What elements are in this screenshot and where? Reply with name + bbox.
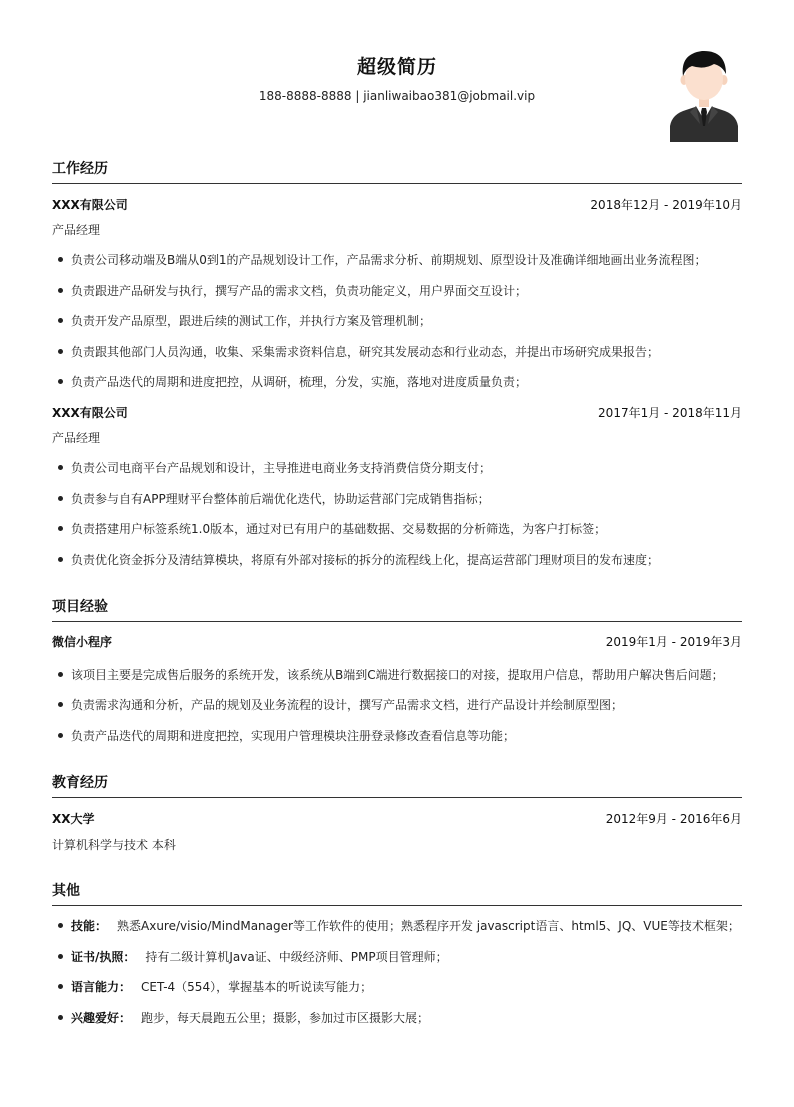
bullet-icon (58, 465, 63, 470)
company-name: XXX有限公司 (52, 198, 128, 212)
date-range: 2012年9月 - 2016年6月 (605, 812, 742, 826)
list-item (52, 1009, 742, 1027)
list-item-text: 负责跟其他部门人员沟通，收集、采集需求资料信息，研究其发展动态和行业动态，并提出市场研究成果报告； (71, 345, 660, 359)
list-item (52, 696, 742, 714)
list-item (52, 282, 742, 300)
list-item (52, 520, 742, 538)
list-item-text: 负责搭建用户标签系统1.0版本，通过对已有用户的基础数据、交易数据的分析筛选，为客户打标签； (71, 522, 607, 536)
list-item (52, 666, 742, 684)
list-item (52, 948, 742, 966)
item-text: 熟悉Axure/visio/MindManager等工作软件的使用；熟悉程序开发 javascript语言、html5、JQ、VUE等技术框架； (117, 919, 740, 933)
list-item-text: 负责跟进产品研发与执行，撰写产品的需求文档，负责功能定义，用户界面交互设计； (71, 284, 528, 298)
resume-header (0, 0, 794, 140)
item-label: 证书/执照： (71, 950, 136, 964)
list-item (52, 343, 742, 361)
item-label: 兴趣爱好： (71, 1011, 132, 1025)
bullet-icon (58, 984, 63, 989)
item-label: 技能： (71, 919, 108, 933)
work-entry-header (52, 404, 742, 422)
bullet-icon (58, 672, 63, 677)
bullet-icon (58, 288, 63, 293)
list-item (52, 459, 742, 477)
list-item-text: 负责产品迭代的周期和进度把控，实现用户管理模块注册登录修改查看信息等功能； (71, 729, 516, 743)
bullet-icon (58, 733, 63, 738)
list-item (52, 917, 742, 935)
avatar (668, 46, 740, 142)
list-item-text: 负责参与自有APP理财平台整体前后端优化迭代，协助运营部门完成销售指标； (71, 492, 490, 506)
list-item (52, 978, 742, 996)
bullet-icon (58, 1015, 63, 1020)
list-item-text: 该项目主要是完成售后服务的系统开发，该系统从B端到C端进行数据接口的对接，提取用户信息，帮助用户解决售后问题； (71, 668, 724, 682)
date-range: 2018年12月 - 2019年10月 (590, 198, 742, 212)
contact-info: 188-8888-8888 | jianliwaibao381@jobmail.vip (258, 89, 536, 103)
job-role: 产品经理 (52, 223, 101, 237)
list-item-text: 负责公司电商平台产品规划和设计，主导推进电商业务支持消费信贷分期支付； (71, 461, 492, 475)
section-title-work: 工作经历 (52, 161, 108, 177)
job-role: 产品经理 (52, 431, 101, 445)
bullet-icon (58, 954, 63, 959)
list-item-text: 负责开发产品原型，跟进后续的测试工作，并执行方案及管理机制； (71, 314, 432, 328)
section-title-other: 其他 (52, 883, 80, 899)
bullet-icon (58, 702, 63, 707)
bullet-icon (58, 557, 63, 562)
section-title-project: 项目经验 (52, 599, 108, 615)
bullet-icon (58, 318, 63, 323)
section-divider (52, 183, 742, 184)
bullet-icon (58, 496, 63, 501)
item-label: 语言能力： (71, 980, 132, 994)
list-item-text: 负责产品迭代的周期和进度把控，从调研，梳理，分发，实施，落地对进度质量负责； (71, 375, 528, 389)
list-item (52, 251, 742, 269)
item-text: 持有二级计算机Java证、中级经济师、PMP项目管理师； (145, 950, 448, 964)
item-text: CET-4（554），掌握基本的听说读写能力； (141, 980, 373, 994)
school-name: XX大学 (52, 812, 95, 826)
section-divider (52, 797, 742, 798)
bullet-icon (58, 526, 63, 531)
bullet-icon (58, 349, 63, 354)
resume-name: 超级简历 (356, 56, 437, 78)
list-item-text: 负责优化资金拆分及清结算模块，将原有外部对接标的拆分的流程线上化，提高运营部门理财项目的发布速度； (71, 553, 660, 567)
list-item (52, 551, 742, 569)
section-divider (52, 905, 742, 906)
list-item (52, 312, 742, 330)
list-item-text: 负责公司移动端及B端从0到1的产品规划设计工作，产品需求分析、前期规划、原型设计及准确详细地画出业务流程图； (71, 253, 707, 267)
section-title-education: 教育经历 (52, 775, 108, 791)
section-divider (52, 621, 742, 622)
work-entry-header (52, 196, 742, 214)
item-text: 跑步，每天晨跑五公里；摄影，参加过市区摄影大展； (141, 1011, 430, 1025)
project-name: 微信小程序 (52, 635, 113, 649)
bullet-icon (58, 923, 63, 928)
list-item (52, 373, 742, 391)
date-range: 2019年1月 - 2019年3月 (605, 635, 742, 649)
project-entry-header (52, 633, 742, 651)
education-entry-header (52, 810, 742, 828)
bullet-icon (58, 379, 63, 384)
list-item (52, 727, 742, 745)
major-degree: 计算机科学与技术 本科 (52, 838, 176, 852)
bullet-icon (58, 257, 63, 262)
date-range: 2017年1月 - 2018年11月 (598, 406, 742, 420)
list-item (52, 490, 742, 508)
company-name: XXX有限公司 (52, 406, 128, 420)
list-item-text: 负责需求沟通和分析，产品的规划及业务流程的设计，撰写产品需求文档，进行产品设计并绘制原型图； (71, 698, 624, 712)
